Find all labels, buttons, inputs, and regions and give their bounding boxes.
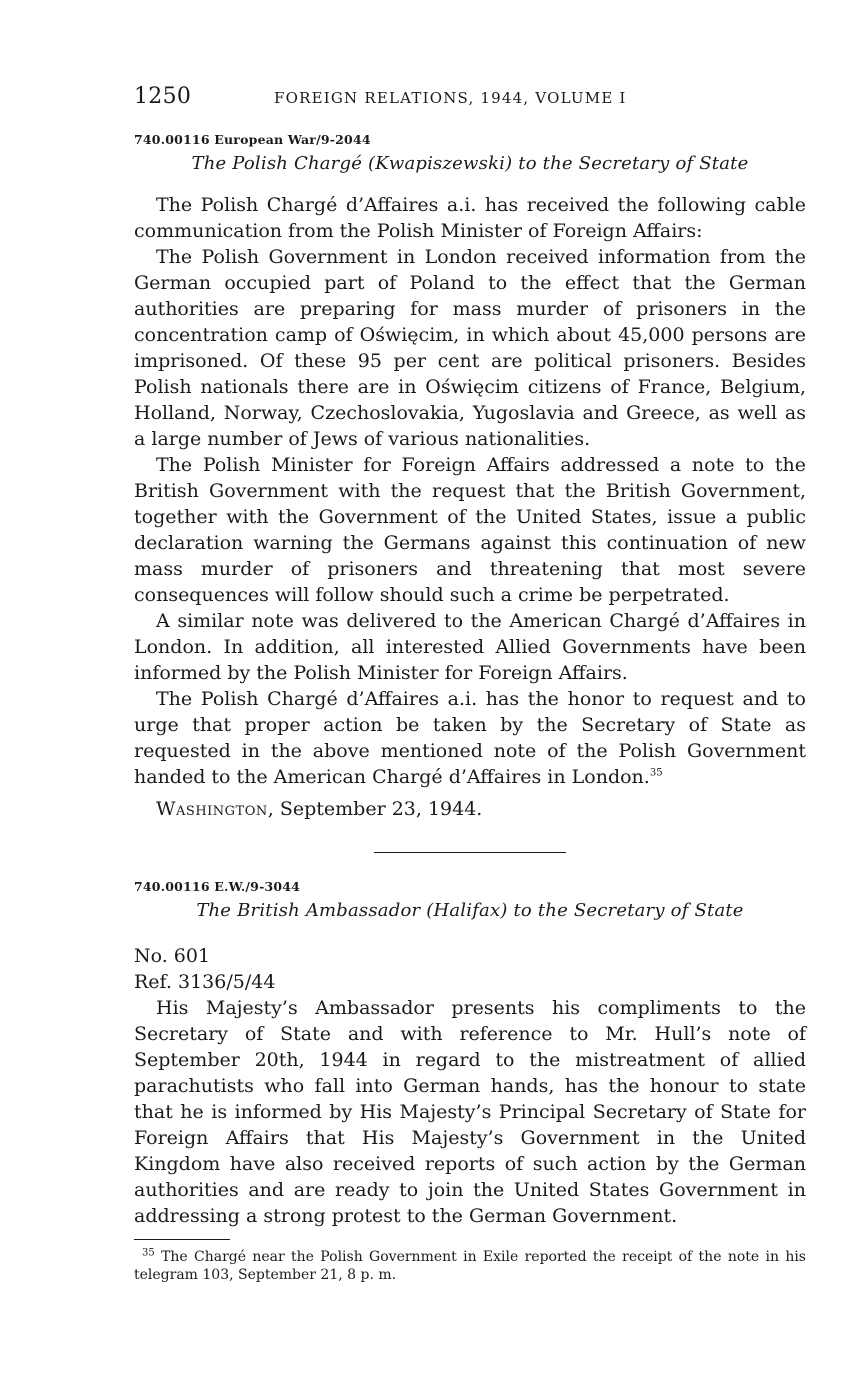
footnote-divider: [134, 1239, 230, 1240]
document-number: No. 601: [134, 945, 211, 967]
document-title-1: The Polish Chargé (Kwapiszewski) to the Secretary of State: [191, 153, 749, 174]
document-title-2: The British Ambassador (Halifax) to the Secretary of State: [196, 900, 744, 921]
footnote-marker: 35: [649, 767, 663, 779]
dateline-date: , September 23, 1944.: [267, 798, 483, 820]
paragraph-5: [134, 686, 806, 790]
paragraph-2: The Polish Government in London received information from the German occupied part of Poland to the effect that the German authorities are preparing for mass murder of prisoners in the concentration camp of Oświęcim, in which about 45,000 persons are imprisoned. Of these 95 per cent are political prisoners. Besides Polish nationals there are in Oświęcim citizens of France, Belgium, Holland, Norway, Czechoslovakia, Yugoslavia and Greece, as well as a large number of Jews of various nationalities.: [134, 246, 806, 450]
dateline-place: Washington: [156, 798, 268, 820]
paragraph-4: A similar note was delivered to the American Chargé d’Affaires in London. In addition, all interested Allied Governments have been informed by the Polish Minister for Foreign Affairs.: [134, 610, 806, 684]
footnote: [134, 1248, 806, 1284]
running-head: FOREIGN RELATIONS, 1944, VOLUME I: [274, 89, 627, 107]
paragraph-6: His Majesty’s Ambassador presents his compliments to the Secretary of State and with reference to Mr. Hull’s note of September 20th, 1944 in regard to the mistreatment of allied parachutists who fall into German hands, has the honour to state that he is informed by His Majesty’s Principal Secretary of State for Foreign Affairs that His Majesty’s Government in the United Kingdom have also received reports of such action by the German authorities and are ready to join the United States Government in addressing a strong protest to the German Government.: [134, 997, 806, 1227]
paragraph-5-text: The Polish Chargé d’Affaires a.i. has the honor to request and to urge that proper action be taken by the Secretary of State as requested in the above mentioned note of the Polish Government handed to the American Chargé d’Affaires in London.: [134, 688, 806, 788]
footnote-number: 35: [142, 1247, 155, 1259]
file-reference-2: 740.00116 E.W./9-3044: [134, 879, 301, 894]
dateline: [134, 796, 806, 822]
paragraph-1: The Polish Chargé d’Affaires a.i. has received the following cable communication from the Polish Minister of Foreign Affairs:: [134, 194, 806, 242]
document-page: [134, 84, 806, 1284]
paragraph-3: The Polish Minister for Foreign Affairs addressed a note to the British Government with the request that the British Government, together with the Government of the United States, issue a public declaration warning the Germans against this continuation of new mass murder of prisoners and threatening that most severe consequences will follow should such a crime be perpetrated.: [134, 454, 806, 606]
page-number: 1250: [134, 84, 192, 109]
footnote-text: The Chargé near the Polish Government in Exile reported the receipt of the note in his telegram 103, September 21, 8 p. m.: [134, 1249, 806, 1283]
section-divider: [374, 852, 566, 853]
document-reference: Ref. 3136/5/44: [134, 971, 276, 993]
page-header: [134, 84, 806, 114]
file-reference-1: 740.00116 European War/9-2044: [134, 132, 371, 147]
